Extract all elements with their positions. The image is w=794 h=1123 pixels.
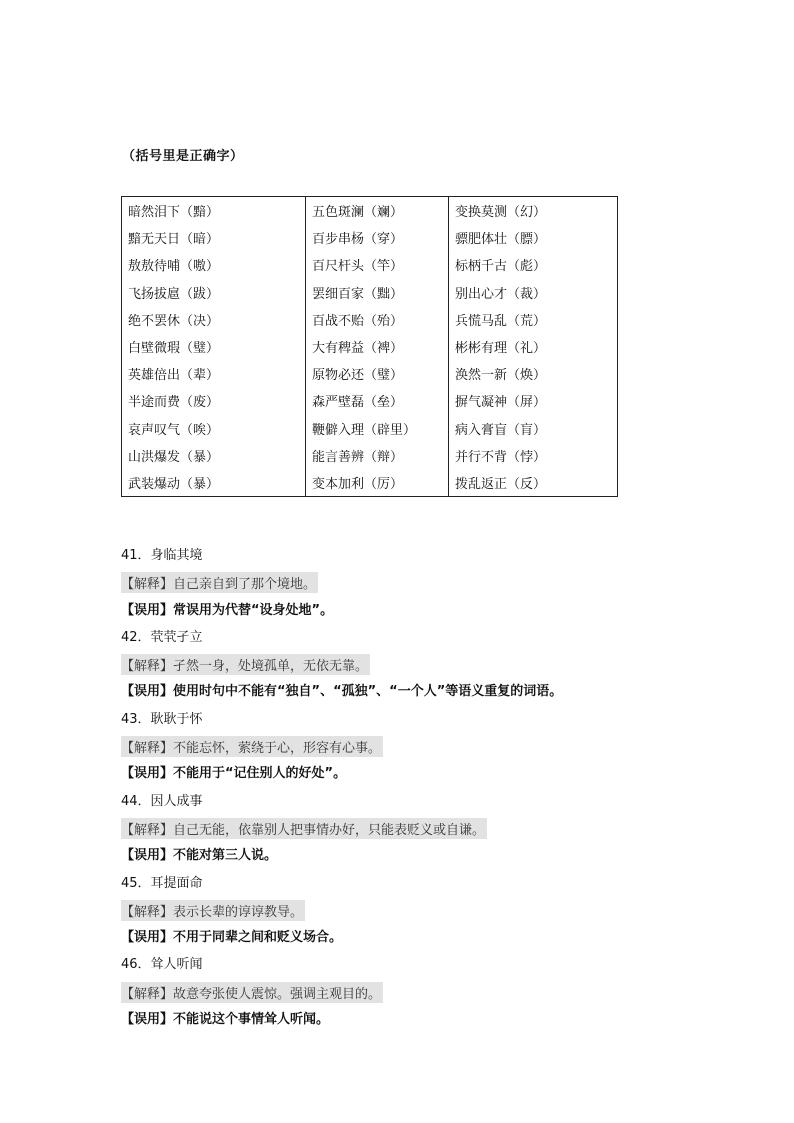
table-cell: 百战不贻（殆） <box>306 306 449 333</box>
entry-title: 41．身临其境 <box>121 548 203 563</box>
table-cell: 山洪爆发（暴） <box>122 442 306 469</box>
table-row <box>122 224 618 251</box>
entry-explanation-row <box>121 651 681 678</box>
table-cell: 武装爆动（暴） <box>122 469 306 497</box>
table-cell: 涣然一新（焕） <box>449 360 618 387</box>
table-cell: 五色斑澜（斓） <box>306 197 449 225</box>
table-cell: 百步串杨（穿） <box>306 224 449 251</box>
entry-title: 43．耿耿于怀 <box>121 711 203 727</box>
table-cell: 拨乱返正（反） <box>449 469 618 497</box>
entry-title: 44．因人成事 <box>121 793 203 809</box>
entry-explanation: 【解释】不能忘怀，萦绕于心，形容有心事。 <box>121 736 383 757</box>
entry-explanation-row <box>121 733 681 760</box>
table-cell: 飞扬拔扈（跋） <box>122 279 306 306</box>
table-cell: 森严壁磊（垒） <box>306 387 449 414</box>
table-cell: 百尺杆头（竿） <box>306 251 449 278</box>
entry-title: 45．耳提面命 <box>121 875 203 891</box>
table-row <box>122 306 618 333</box>
table-cell: 标柄千古（彪） <box>449 251 618 278</box>
entry-title: 46．耸人听闻 <box>121 957 203 973</box>
table-row <box>122 279 618 306</box>
entry-misuse: 【误用】不能用于“记住别人的好处”。 <box>121 766 347 782</box>
entry-misuse: 【误用】不能对第三人说。 <box>121 848 278 864</box>
table-row <box>122 251 618 278</box>
table-cell: 变换莫测（幻） <box>449 197 618 225</box>
entry-explanation-row <box>121 979 681 1006</box>
table-cell: 彬彬有理（礼） <box>449 333 618 360</box>
entry-misuse: 【误用】常误用为代替“设身处地”。 <box>121 602 334 618</box>
table-cell: 白壁微瑕（璧） <box>122 333 306 360</box>
table-row <box>122 469 618 497</box>
correct-character-table <box>121 196 618 497</box>
table-cell: 半途而费（废） <box>122 387 306 414</box>
table-cell: 病入膏盲（肓） <box>449 415 618 442</box>
table-row <box>122 197 618 225</box>
entry-explanation: 【解释】表示长辈的谆谆教导。 <box>121 900 305 921</box>
table-cell: 能言善辨（辩） <box>306 442 449 469</box>
table-row <box>122 333 618 360</box>
table-cell: 鞭僻入理（辟里） <box>306 415 449 442</box>
entry-explanation-row <box>121 815 681 842</box>
table-cell: 绝不罢休（决） <box>122 306 306 333</box>
table-row <box>122 442 618 469</box>
table-cell: 罢细百家（黜） <box>306 279 449 306</box>
table-cell: 哀声叹气（唉） <box>122 415 306 442</box>
table-cell: 英雄倍出（辈） <box>122 360 306 387</box>
entry-explanation: 【解释】自己亲自到了那个境地。 <box>121 572 318 593</box>
table-cell: 骠肥体壮（膘） <box>449 224 618 251</box>
table-cell: 黯无天日（暗） <box>122 224 306 251</box>
table-row <box>122 415 618 442</box>
table-cell: 兵慌马乱（荒） <box>449 306 618 333</box>
table-cell: 摒气凝神（屏） <box>449 387 618 414</box>
table-row <box>122 387 618 414</box>
table-row <box>122 360 618 387</box>
entry-title: 42．茕茕孑立 <box>121 629 203 645</box>
entry-misuse: 【误用】不用于同辈之间和贬义场合。 <box>121 930 343 946</box>
entry-explanation: 【解释】孑然一身，处境孤单，无依无靠。 <box>121 654 370 675</box>
entry-explanation-row <box>121 897 681 924</box>
entry-explanation: 【解释】故意夸张使人震惊。强调主观目的。 <box>121 982 383 1003</box>
table-cell: 变本加利（厉） <box>306 469 449 497</box>
table-cell: 并行不背（悖） <box>449 442 618 469</box>
table-cell: 暗然泪下（黯） <box>122 197 306 225</box>
entry-explanation: 【解释】自己无能，依靠别人把事情办好，只能表贬义或自谦。 <box>121 818 487 839</box>
table-cell: 敖敖待哺（嗷） <box>122 251 306 278</box>
table-cell: 原物必还（璧） <box>306 360 449 387</box>
table-cell: 别出心才（裁） <box>449 279 618 306</box>
entry-explanation-row <box>121 569 681 596</box>
idiom-entries <box>121 542 681 1033</box>
entry-misuse: 【误用】不能说这个事情耸人听闻。 <box>121 1012 330 1028</box>
entry-misuse: 【误用】使用时句中不能有“独自”、“孤独”、“一个人”等语义重复的词语。 <box>121 684 563 700</box>
page-heading: （括号里是正确字） <box>122 149 244 164</box>
table-cell: 大有稗益（裨） <box>306 333 449 360</box>
